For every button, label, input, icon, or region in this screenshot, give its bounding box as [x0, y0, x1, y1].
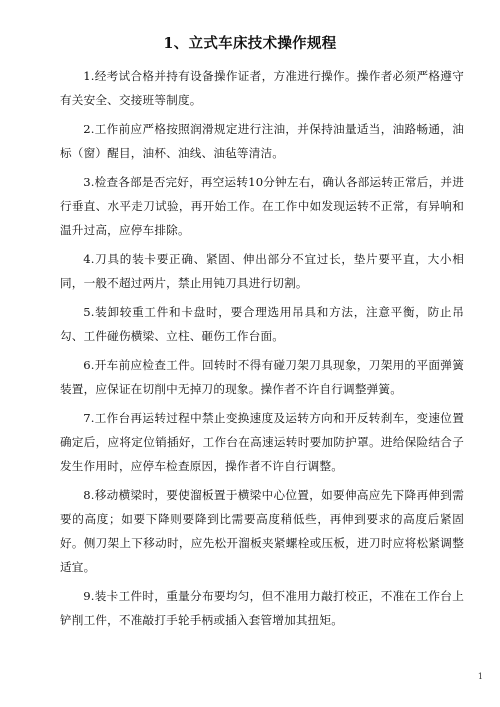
paragraph-6: 6.开车前应检查工件。回转时不得有碰刀架刀具现象，刀架用的平面弹簧装置，应保证在切削中无掉刀的现象。操作者不许自行调整弹簧。	[60, 358, 464, 396]
page-number: 1	[477, 672, 483, 681]
paragraph-7: 7.工作台再运转过程中禁止变换速度及运转方向和开反转刹车，变速位置确定后，应将定位销插好，工作台在高速运转时要加防护罩。进给保险结合子发生作用时，应停车检查原因，操作者不许自行调整。	[60, 411, 464, 473]
paragraph-1: 1.经考试合格并持有设备操作证者，方准进行操作。操作者必须严格遵守有关安全、交接班等制度。	[60, 69, 464, 107]
paragraph-2: 2.工作前应严格按照润滑规定进行注油，并保持油量适当，油路畅通，油标（窗）醒目，油杯、油线、油毡等清洁。	[60, 122, 464, 160]
paragraph-3: 3.检查各部是否完好，再空运转10分钟左右，确认各部运转正常后，并进行垂直、水平走刀试验，再开始工作。在工作中如发现运转不正常，有异响和温升过高，应停车排除。	[60, 175, 464, 237]
paragraph-9: 9.装卡工件时，重量分布要均匀，但不准用力敲打校正，不准在工作台上铲削工件，不准敲打手轮手柄或插入套管增加其扭矩。	[60, 589, 464, 627]
paragraph-8: 8.移动横梁时，要使溜板置于横梁中心位置，如要伸高应先下降再伸到需要的高度；如要下降则要降到比需要高度稍低些，再伸到要求的高度后紧固好。侧刀架上下移动时，应先松开溜板夹紧螺栓或压板，进刀时应将松紧调整适宜。	[60, 488, 464, 574]
paragraph-4: 4.刀具的装卡要正确、紧固、伸出部分不宜过长，垫片要平直，大小相同，一般不超过两片，禁止用钝刀具进行切割。	[60, 252, 464, 290]
document-title: 1、立式车床技术操作规程	[163, 35, 337, 52]
paragraph-5: 5.装卸较重工件和卡盘时，要合理选用吊具和方法，注意平衡，防止吊勾、工件碰伤横梁、立柱、砸伤工作台面。	[60, 305, 464, 343]
document-body	[60, 64, 464, 637]
